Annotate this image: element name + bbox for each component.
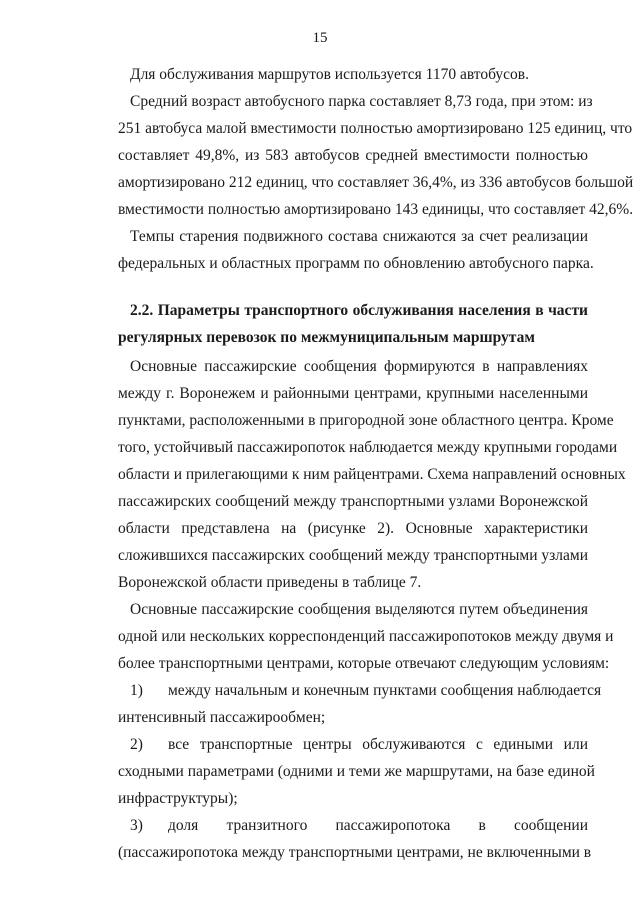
paragraph-4-line: между г. Воронежем и районными центрами, крупными населенными bbox=[118, 385, 588, 402]
list-item-number: 2) bbox=[130, 736, 143, 753]
paragraph-5-line: Основные пассажирские сообщения выделяются путем объединения bbox=[130, 601, 588, 618]
paragraph-5-line: более транспортными центрами, которые отвечают следующим условиям: bbox=[118, 655, 610, 672]
page-number: 15 bbox=[312, 30, 328, 46]
paragraph-3-line: Темпы старения подвижного состава снижаются за счет реализации bbox=[130, 228, 588, 245]
list-item-text: сходными параметрами (одними и теми же маршрутами, на базе единой bbox=[118, 763, 595, 780]
list-item-text: инфраструктуры); bbox=[118, 790, 238, 807]
list-item-number: 3) bbox=[130, 817, 143, 834]
list-item-text: доля транзитного пассажиропотока в сообщении bbox=[168, 817, 588, 834]
paragraph-2-line: 251 автобуса малой вместимости полностью амортизировано 125 единиц, что bbox=[118, 120, 633, 137]
paragraph-4-line: того, устойчивый пассажиропоток наблюдается между крупными городами bbox=[118, 439, 618, 456]
paragraph-2-line: Средний возраст автобусного парка составляет 8,73 года, при этом: из bbox=[130, 93, 593, 110]
list-item-text: (пассажиропотока между транспортными центрами, не включенными в bbox=[118, 844, 592, 861]
paragraph-4-line: сложившихся пассажирских сообщений между транспортными узлами bbox=[118, 547, 588, 564]
paragraph-2-line: составляет 49,8%, из 583 автобусов средней вместимости полностью bbox=[118, 147, 588, 164]
paragraph-4-line: пассажирских сообщений между транспортными узлами Воронежской bbox=[118, 493, 588, 510]
paragraph-4-line: области представлена на (рисунке 2). Основные характеристики bbox=[118, 520, 588, 537]
paragraph-2-line: амортизировано 212 единиц, что составляет 36,4%, из 336 автобусов большой bbox=[118, 174, 634, 191]
list-item-text: все транспортные центры обслуживаются с едиными или bbox=[168, 736, 588, 753]
paragraph-2-line: вместимости полностью амортизировано 143 единицы, что составляет 42,6%. bbox=[118, 201, 634, 218]
section-heading: 2.2. Параметры транспортного обслуживания населения в части bbox=[130, 302, 588, 319]
paragraph-1-line: Для обслуживания маршрутов используется 1170 автобусов. bbox=[130, 66, 529, 83]
paragraph-4-line: области и прилегающими к ним райцентрами. Схема направлений основных bbox=[118, 466, 626, 483]
list-item-text: между начальным и конечным пунктами сообщения наблюдается bbox=[168, 682, 602, 699]
paragraph-3-line: федеральных и областных программ по обновлению автобусного парка. bbox=[118, 255, 594, 272]
paragraph-4-line: Основные пассажирские сообщения формируются в направлениях bbox=[130, 358, 588, 375]
paragraph-5-line: одной или нескольких корреспонденций пассажиропотоков между двумя и bbox=[118, 628, 614, 645]
paragraph-4-line: Воронежской области приведены в таблице 7. bbox=[118, 574, 422, 591]
section-heading: регулярных перевозок по межмуниципальным маршрутам bbox=[118, 329, 535, 346]
list-item-text: интенсивный пассажирообмен; bbox=[118, 709, 326, 726]
list-item-number: 1) bbox=[130, 682, 143, 699]
paragraph-4-line: пунктами, расположенными в пригородной зоне областного центра. Кроме bbox=[118, 412, 614, 429]
